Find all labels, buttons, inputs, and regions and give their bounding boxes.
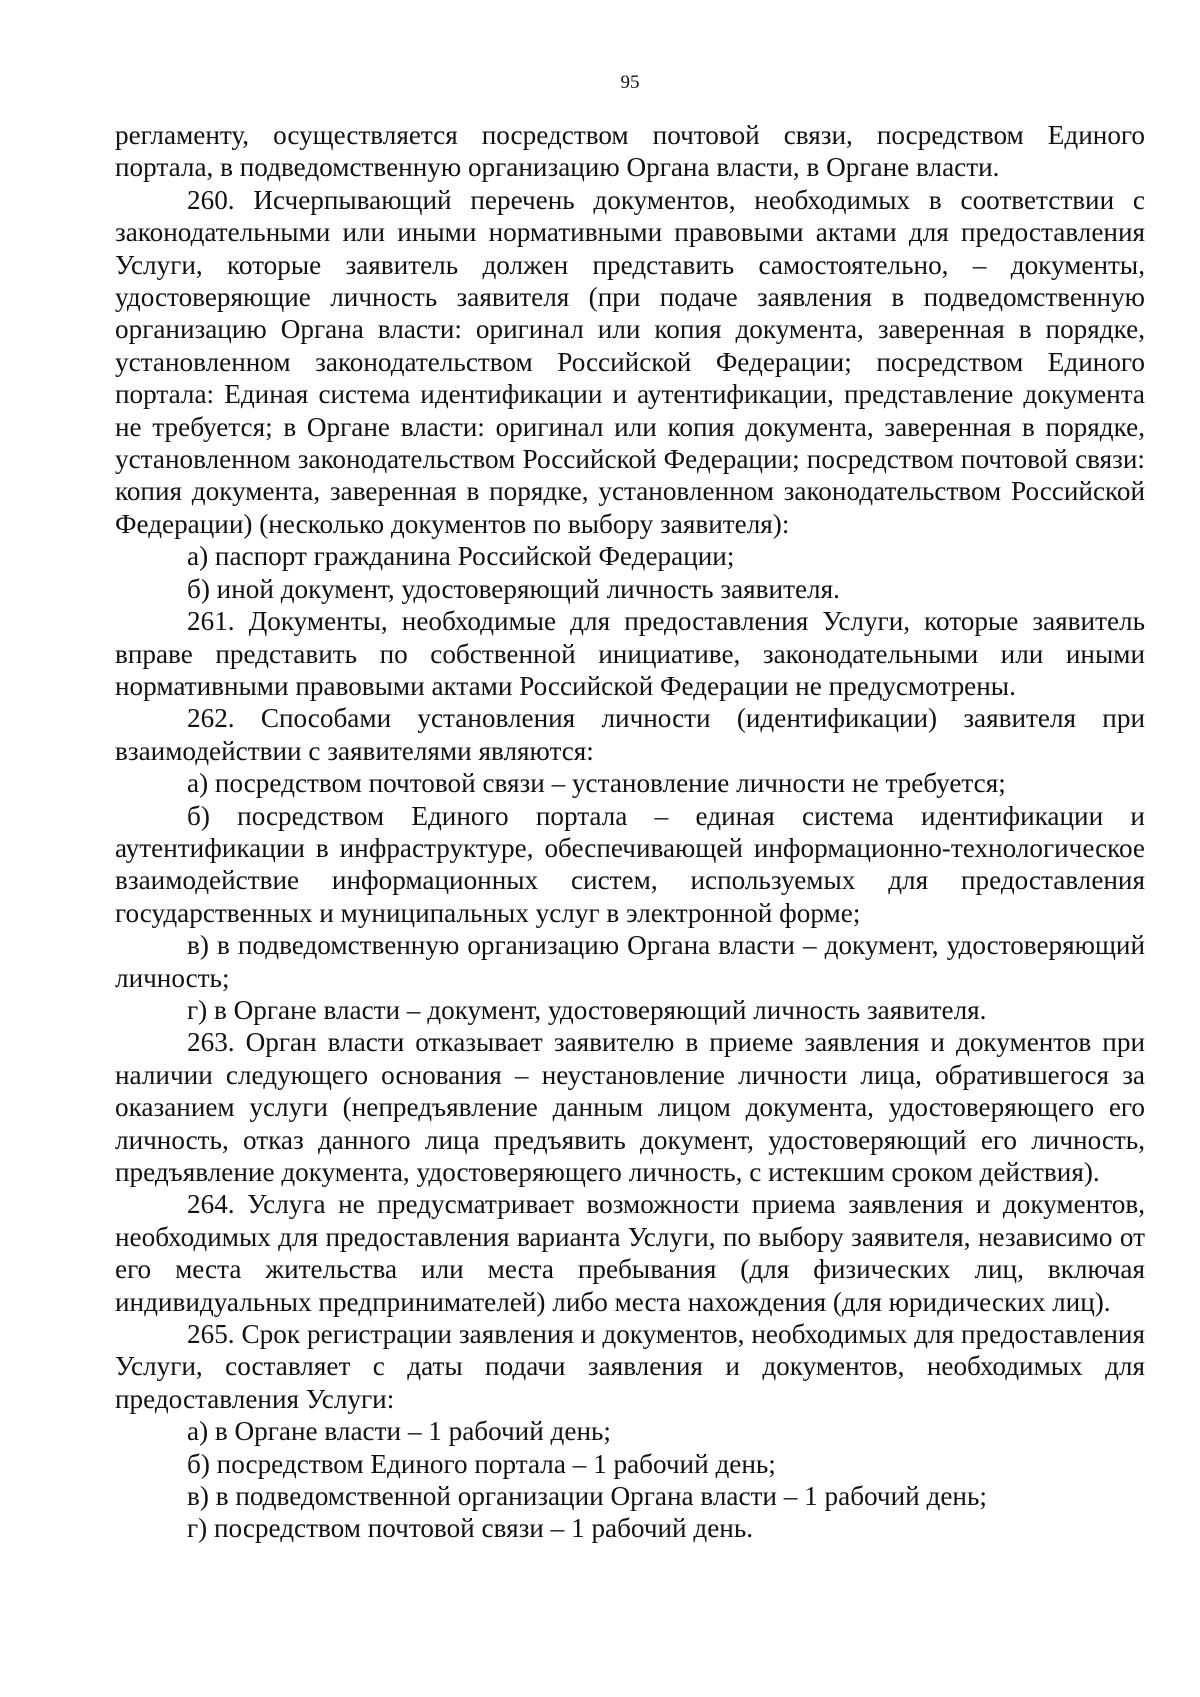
list-item-262-g: г) в Органе власти – документ, удостоверяющий личность заявителя. xyxy=(187,994,987,1025)
list-item-262-b: б) посредством Единого портала – единая система идентификации и аутентификации в инфраструктуре, обеспечивающей информационно-технологическое взаимодействие информационных систем, используемых для предоставления государственных и муниципальных услуг в электронной форме; xyxy=(115,800,1145,928)
list-item-265-a: а) в Органе власти – 1 рабочий день; xyxy=(187,1416,611,1447)
list-item-262-v: в) в подведомственную организацию Органа власти – документ, удостоверяющий личность; xyxy=(115,930,1145,993)
list-item-260-b: б) иной документ, удостоверяющий личность заявителя. xyxy=(187,573,840,604)
list-item-265-b: б) посредством Единого портала – 1 рабочий день; xyxy=(187,1448,776,1479)
paragraph-264: 264. Услуга не предусматривает возможности приема заявления и документов, необходимых для предоставления варианта Услуги, по выбору заявителя, независимо от его места жительства или места пребывания (для физических лиц, включая индивидуальных предпринимателей) либо места нахождения (для юридических лиц). xyxy=(115,1189,1145,1317)
paragraph-261: 261. Документы, необходимые для предоставления Услуги, которые заявитель вправе представить по собственной инициативе, законодательными или иными нормативными правовыми актами Российской Федерации не предусмотрены. xyxy=(115,606,1145,701)
paragraph-continuation: регламенту, осуществляется посредством почтовой связи, посредством Единого портала, в подведомственную организацию Органа власти, в Органе власти. xyxy=(115,120,1145,183)
paragraph-262: 262. Способами установления личности (идентификации) заявителя при взаимодействии с заявителями являются: xyxy=(115,703,1145,766)
list-item-265-v: в) в подведомственной организации Органа власти – 1 рабочий день; xyxy=(187,1481,987,1512)
list-item-265-g: г) посредством почтовой связи – 1 рабочий день. xyxy=(187,1513,754,1544)
paragraph-263: 263. Орган власти отказывает заявителю в приеме заявления и документов при наличии следующего основания – неустановление личности лица, обратившегося за оказанием услуги (непредъявление данным лицом документа, удостоверяющего его личность, отказ данного лица предъявить документ, удостоверяющий его личность, предъявление документа, удостоверяющего личность, с истекшим сроком действия). xyxy=(115,1027,1145,1187)
document-body xyxy=(115,119,1145,1545)
list-item-260-a: а) паспорт гражданина Российской Федерации; xyxy=(187,541,735,572)
paragraph-260: 260. Исчерпывающий перечень документов, необходимых в соответствии с законодательными или иными нормативными правовыми актами для предоставления Услуги, которые заявитель должен представить самостоятельно, – документы, удостоверяющие личность заявителя (при подаче заявления в подведомственную организацию Органа власти: оригинал или копия документа, заверенная в порядке, установленном законодательством Российской Федерации; посредством Единого портала: Единая система идентификации и аутентификации, представление документа не требуется; в Органе власти: оригинал или копия документа, заверенная в порядке, установленном законодательством Российской Федерации; посредством почтовой связи: копия документа, заверенная в порядке, установленном законодательством Российской Федерации) (несколько документов по выбору заявителя): xyxy=(115,184,1145,539)
page-number: 95 xyxy=(620,72,640,93)
paragraph-265: 265. Срок регистрации заявления и документов, необходимых для предоставления Услуги, составляет с даты подачи заявления и документов, необходимых для предоставления Услуги: xyxy=(115,1319,1145,1414)
list-item-262-a: а) посредством почтовой связи – установление личности не требуется; xyxy=(187,768,1006,799)
